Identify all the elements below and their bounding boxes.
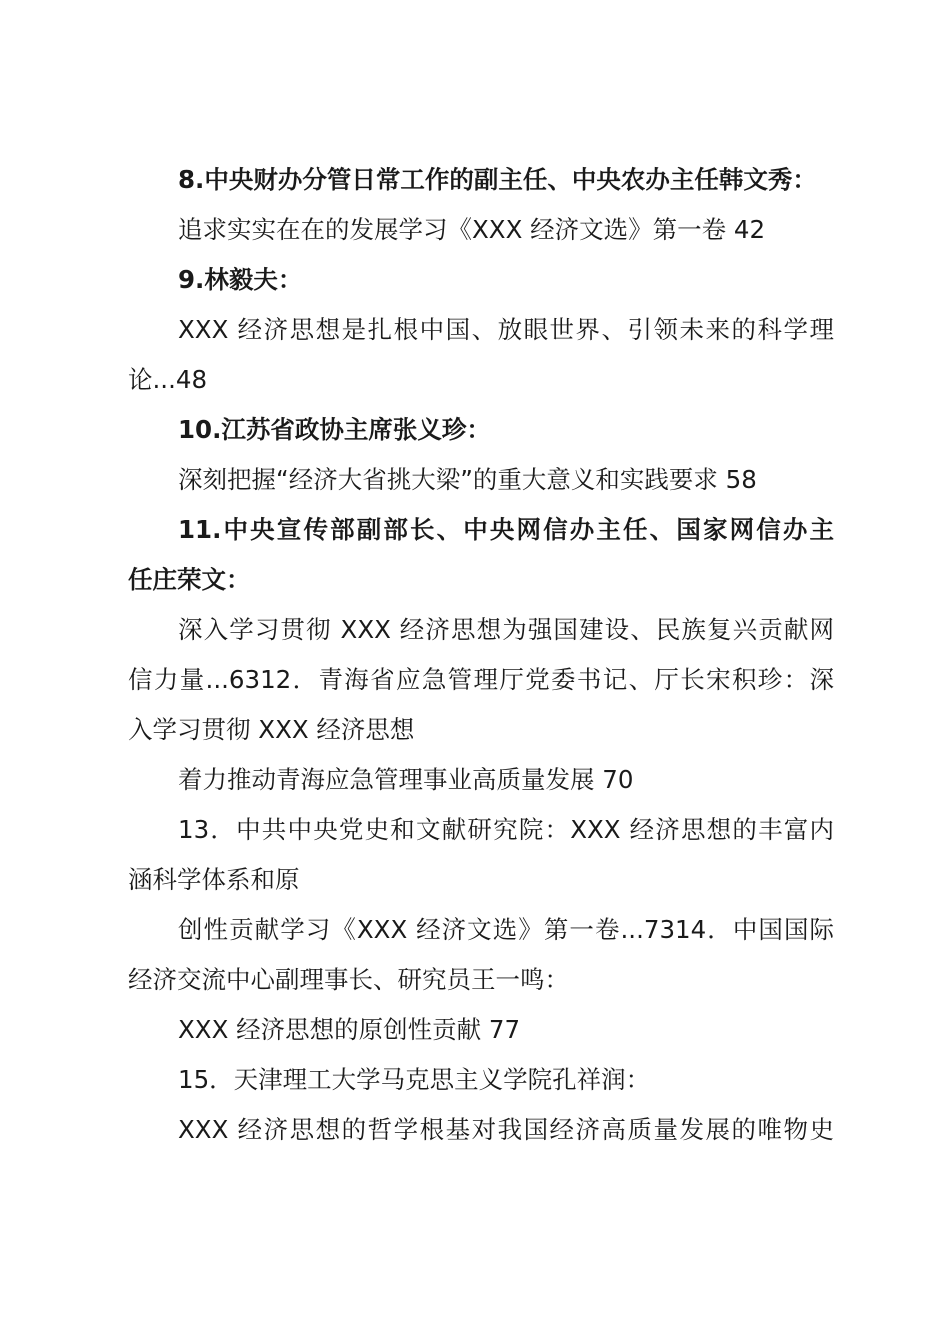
toc-entry-10: 深刻把握“经济大省挑大梁”的重大意义和实践要求 58 bbox=[178, 465, 757, 494]
toc-entry-12-line-2: 着力推动青海应急管理事业高质量发展 70 bbox=[178, 765, 634, 794]
toc-entry-13-line-3: 创性贡献学习《XXX 经济文选》第一卷...7314．中国国际 bbox=[178, 915, 834, 944]
toc-entry-11-line-1: 深入学习贯彻 XXX 经济思想为强国建设、民族复兴贡献网 bbox=[178, 615, 834, 644]
toc-entry-13-line-2: 涵科学体系和原 bbox=[128, 865, 300, 894]
toc-entry-14-line-2: XXX 经济思想的原创性贡献 77 bbox=[178, 1015, 521, 1044]
toc-entry-9-line-1: XXX 经济思想是扎根中国、放眼世界、引领未来的科学理 bbox=[178, 315, 834, 344]
toc-heading-11-line-1: 11.中央宣传部副部长、中央网信办主任、国家网信办主 bbox=[178, 515, 834, 544]
toc-content bbox=[128, 155, 834, 1155]
toc-entry-12-line-1: 入学习贯彻 XXX 经济思想 bbox=[128, 715, 415, 744]
toc-entry-14-line-1: 经济交流中心副理事长、研究员王一鸣： bbox=[128, 965, 569, 994]
toc-entry-15-line-2: XXX 经济思想的哲学根基对我国经济高质量发展的唯物史 bbox=[178, 1115, 834, 1144]
toc-entry-11-line-2: 信力量...6312．青海省应急管理厅党委书记、厅长宋积珍：深 bbox=[128, 665, 834, 694]
toc-heading-8: 8.中央财办分管日常工作的副主任、中央农办主任韩文秀： bbox=[178, 165, 817, 194]
toc-heading-10: 10.江苏省政协主席张义珍： bbox=[178, 415, 491, 444]
toc-heading-11-line-2: 任庄荣文： bbox=[128, 565, 251, 594]
toc-entry-9-line-2: 论...48 bbox=[128, 365, 208, 394]
toc-heading-9: 9.林毅夫： bbox=[178, 265, 303, 294]
toc-entry-8: 追求实实在在的发展学习《XXX 经济文选》第一卷 42 bbox=[178, 215, 766, 244]
toc-entry-15-line-1: 15．天津理工大学马克思主义学院孔祥润： bbox=[178, 1065, 651, 1094]
toc-entry-13-line-1: 13．中共中央党史和文献研究院：XXX 经济思想的丰富内 bbox=[178, 815, 834, 844]
